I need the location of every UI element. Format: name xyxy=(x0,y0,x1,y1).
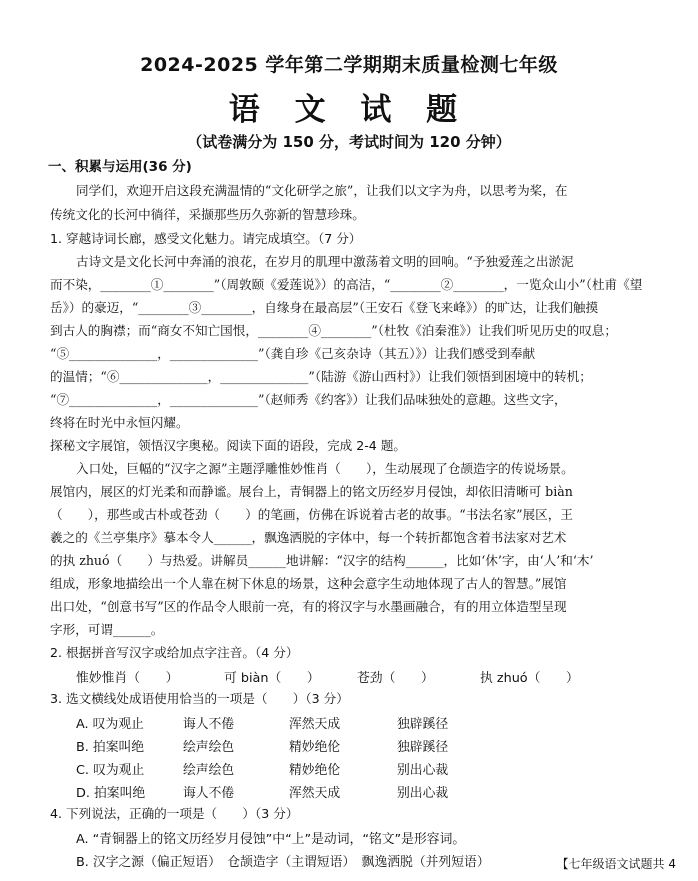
passage-stem: 探秘文字展馆，领悟汉字奥秘。阅读下面的语段，完成 2-4 题。 xyxy=(50,438,407,453)
page-footer: 【七年级语文试题共 4 xyxy=(556,857,676,871)
q3-option-a-term: 独辟蹊径 xyxy=(397,717,449,732)
intro-line: 传统文化的长河中徜徉，采撷那些历久弥新的智慧珍珠。 xyxy=(50,207,365,222)
q3-option-b-term: 独辟蹊径 xyxy=(397,740,449,755)
q1-text-line: 的温情；“⑥______________，______________”（陆游《游山西村》）让我们领悟到困境中的转机； xyxy=(50,369,592,384)
q3-option-d-term: 诲人不倦 xyxy=(183,786,235,801)
q1-text-line: 终将在时光中永恒闪耀。 xyxy=(50,415,189,430)
q3-option-d-term: 别出心裁 xyxy=(397,786,449,801)
q2-item: 苍劲（ ） xyxy=(357,671,434,686)
passage-line: 羲之的《兰亭集序》摹本令人______，飘逸洒脱的字体中，每一个转折都饱含着书法家对艺术 xyxy=(50,530,567,545)
question-1-stem: 1. 穿越诗词长廊，感受文化魅力。请完成填空。（7 分） xyxy=(50,231,362,246)
passage-line: 展馆内，展区的灯光柔和而静谧。展台上，青铜器上的铭文历经岁月侵蚀，却依旧清晰可 biàn xyxy=(50,484,573,499)
passage-line: 字形，可谓______。 xyxy=(50,622,164,637)
section-heading: 一、积累与运用(36 分) xyxy=(48,159,192,175)
exam-note: （试卷满分为 150 分，考试时间为 120 分钟） xyxy=(187,133,511,151)
q1-text-line: 而不染，________①________”（周敦颐《爱莲说》）的高洁，“________②________，一览众山小”（杜甫《望 xyxy=(50,277,643,292)
passage-line: 出口处，“创意书写”区的作品令人眼前一亮，有的将汉字与水墨画融合，有的用立体造型呈现 xyxy=(50,599,567,614)
q3-option-d-term: 浑然天成 xyxy=(289,786,341,801)
q2-item: 可 biàn（ ） xyxy=(224,671,320,686)
q3-option-a-term: 浑然天成 xyxy=(289,717,341,732)
q2-item: 惟妙惟肖（ ） xyxy=(76,671,179,686)
question-3-stem: 3. 选文横线处成语使用恰当的一项是（ ）（3 分） xyxy=(50,691,349,706)
q3-option-a-term: 诲人不倦 xyxy=(183,717,235,732)
q3-option-a: A. 叹为观止 xyxy=(76,717,144,732)
q3-option-b: B. 拍案叫绝 xyxy=(76,740,145,755)
intro-line: 同学们，欢迎开启这段充满温情的“文化研学之旅”，让我们以文字为舟，以思考为桨，在 xyxy=(76,183,568,198)
q2-item: 执 zhuó（ ） xyxy=(480,671,579,686)
question-4-stem: 4. 下列说法，正确的一项是（ ）（3 分） xyxy=(50,806,299,821)
q4-option-b: B. 汉字之源（偏正短语） 仓颉造字（主谓短语） 飘逸洒脱（并列短语） xyxy=(76,855,490,870)
q3-option-b-term: 绘声绘色 xyxy=(183,740,235,755)
q3-option-c: C. 叹为观止 xyxy=(76,763,145,778)
q1-text-line: “⑤______________，______________”（龚自珍《己亥杂诗（其五）》）让我们感受到奉献 xyxy=(50,346,536,361)
q3-option-d: D. 拍案叫绝 xyxy=(76,786,146,801)
exam-title: 语 文 试 题 xyxy=(228,92,470,128)
q1-text-line: 到古人的胸襟；而“商女不知亡国恨，________④________”（杜牧《泊秦淮》）让我们听见历史的叹息； xyxy=(50,323,617,338)
passage-line: 入口处，巨幅的“汉字之源”主题浮雕惟妙惟肖（ ），生动展现了仓颉造字的传说场景。 xyxy=(76,461,574,476)
passage-line: 的执 zhuó（ ）与热爱。讲解员______地讲解：“汉字的结构______，比如‘休’字，由‘人’和‘木’ xyxy=(50,553,594,568)
q3-option-c-term: 别出心裁 xyxy=(397,763,449,778)
q1-text-line: 古诗文是文化长河中奔涌的浪花，在岁月的肌理中激荡着文明的回响。“予独爱莲之出淤泥 xyxy=(76,254,574,269)
q4-option-a: A. “青铜器上的铭文历经岁月侵蚀”中“上”是动词，“铭文”是形容词。 xyxy=(76,832,466,847)
q3-option-b-term: 精妙绝伦 xyxy=(289,740,341,755)
passage-line: （ ），那些或古朴或苍劲（ ）的笔画，仿佛在诉说着古老的故事。“书法名家”展区，王 xyxy=(50,507,573,522)
q1-text-line: 岳》）的豪迈，“________③________，自缘身在最高层”（王安石《登飞来峰》）的旷达，让我们触摸 xyxy=(50,300,599,315)
q3-option-c-term: 绘声绘色 xyxy=(183,763,235,778)
q3-option-c-term: 精妙绝伦 xyxy=(289,763,341,778)
passage-line: 组成，形象地描绘出一个人靠在树下休息的场景，这种会意字生动地体现了古人的智慧。”展馆 xyxy=(50,576,567,591)
exam-header: 2024-2025 学年第二学期期末质量检测七年级 xyxy=(140,54,558,76)
q1-text-line: “⑦______________，______________”（赵师秀《约客》）让我们品味独处的意趣。这些文字， xyxy=(50,392,567,407)
question-2-stem: 2. 根据拼音写汉字或给加点字注音。（4 分） xyxy=(50,645,299,660)
